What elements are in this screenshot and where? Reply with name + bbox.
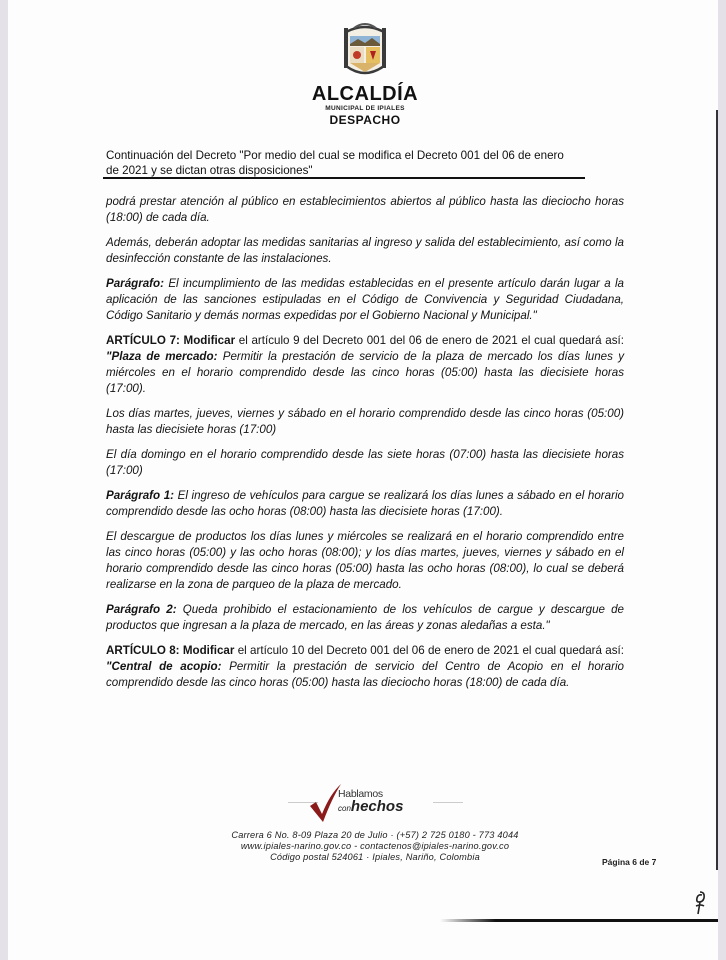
- paragraph-sanitary-measures: Además, deberán adoptar las medidas sanitarias al ingreso y salida del establecimiento, así como la desinfección constante de las instalaciones.: [106, 236, 624, 265]
- article-7-sub-label: "Plaza de mercado:: [106, 350, 218, 363]
- brand-subtitle: MUNICIPAL DE IPIALES: [325, 105, 405, 112]
- contact-web-email: www.ipiales-narino.gov.co - contactenos@ipiales-narino.gov.co: [240, 841, 510, 851]
- heading-divider: [103, 177, 585, 179]
- article-7: [106, 333, 624, 397]
- slogan-hechos: hechos: [350, 798, 404, 815]
- article-7-sub-text: Permitir la prestación de servicio de la plaza de mercado los días lunes y miércoles en el horario comprendido desde las cinco horas (05:00) hasta las diecisiete horas (17:00).: [106, 350, 624, 395]
- decree-heading: [106, 148, 631, 178]
- paragrafo-text: El incumplimiento de las medidas establecidas en el presente artículo darán lugar a la aplicación de las sanciones estipuladas en el Código de Convivencia y Seguridad Ciudadana, Código Sanitario y demás normas expedidas por el Gobierno Nacional y Municipal.": [106, 277, 624, 322]
- article-8-text: el artículo 10 del Decreto 001 del 06 de enero de 2021 el cual quedará así:: [234, 644, 624, 657]
- paragrafo-1-text: El ingreso de vehículos para cargue se realizará los días lunes a sábado en el horario comprendido desde las ocho horas (08:00) hasta las diecisiete horas (17:00).: [106, 489, 624, 518]
- article-8-sub-text: Permitir la prestación de servicio del Centro de Acopio en el horario comprendido desde las cinco horas (05:00) hasta las dieciocho horas (18:00) de cada día.: [106, 660, 624, 689]
- heading-line-1: Continuación del Decreto "Por medio del cual se modifica el Decreto 001 del 06 de enero: [106, 149, 564, 162]
- paragrafo-1-label: Parágrafo 1:: [106, 489, 175, 502]
- signature-icon: [693, 890, 707, 916]
- article-8-label: ARTÍCULO 8: Modificar: [106, 644, 235, 657]
- paragrafo-2-label: Parágrafo 2:: [106, 603, 177, 616]
- contact-postal: Código postal 524061 · Ipiales, Nariño, Colombia: [270, 852, 480, 862]
- article-8-sub-label: "Central de acopio:: [106, 660, 222, 673]
- slogan-logo: [308, 780, 448, 825]
- paragraph-sunday-hours: El día domingo en el horario comprendido desde las siete horas (07:00) hasta las diecisiete horas (17:00): [106, 448, 624, 477]
- coat-of-arms-icon: [340, 22, 390, 80]
- contact-info: [140, 830, 610, 863]
- article-8: [106, 643, 624, 691]
- brand-department: DESPACHO: [329, 113, 401, 127]
- slogan-divider-right: [433, 802, 463, 803]
- paragrafo-2-text: Queda prohibido el estacionamiento de los vehículos de cargue y descargue de productos que ingresan a la plaza de mercado, en las áreas y zonas aledañas a esta.": [106, 603, 625, 632]
- article-7-label: ARTÍCULO 7: Modificar: [106, 334, 236, 347]
- paragrafo-2: [106, 602, 624, 634]
- page-number: Página 6 de 7: [602, 857, 657, 867]
- checkmark-icon: [308, 782, 342, 824]
- article-7-text: el artículo 9 del Decreto 001 del 06 de enero de 2021 el cual quedará así:: [235, 334, 624, 347]
- paragraph-unloading: El descargue de productos los días lunes y miércoles se realizará en el horario comprendido entre las cinco horas (05:00) y las ocho horas (08:00); y los días martes, jueves, viernes y sábado en el horario comprendido desde las cinco horas (05:00) hasta las ocho horas (08:00), lo cual se deberá realizarse en la zona de parqueo de la plaza de mercado.: [106, 530, 624, 591]
- paragrafo-label: Parágrafo:: [106, 277, 164, 290]
- paragraph-weekday-hours: Los días martes, jueves, viernes y sábado en el horario comprendido desde las cinco horas (05:00) hasta las diecisiete horas (17:00): [106, 407, 624, 436]
- bottom-divider: [440, 919, 718, 922]
- paragraph-sanctions: [106, 276, 624, 324]
- document-body: [106, 194, 624, 700]
- heading-line-2: de 2021 y se dictan otras disposiciones": [106, 164, 313, 177]
- contact-address: Carrera 6 No. 8-09 Plaza 20 de Julio · (+57) 2 725 0180 - 773 4044: [231, 830, 519, 840]
- header-logo: [300, 22, 430, 127]
- brand-title: ALCALDÍA: [311, 83, 419, 105]
- slogan-con: con: [338, 804, 351, 813]
- handwritten-initial: [693, 890, 707, 921]
- slogan-top: Hablamos: [338, 788, 383, 800]
- paragraph-attention-hours: podrá prestar atención al público en establecimientos abiertos al público hasta las dieciocho horas (18:00) de cada día.: [106, 195, 624, 224]
- slogan-bottom: [338, 798, 403, 815]
- page-edge-shadow: [716, 110, 718, 870]
- paragrafo-1: [106, 488, 624, 520]
